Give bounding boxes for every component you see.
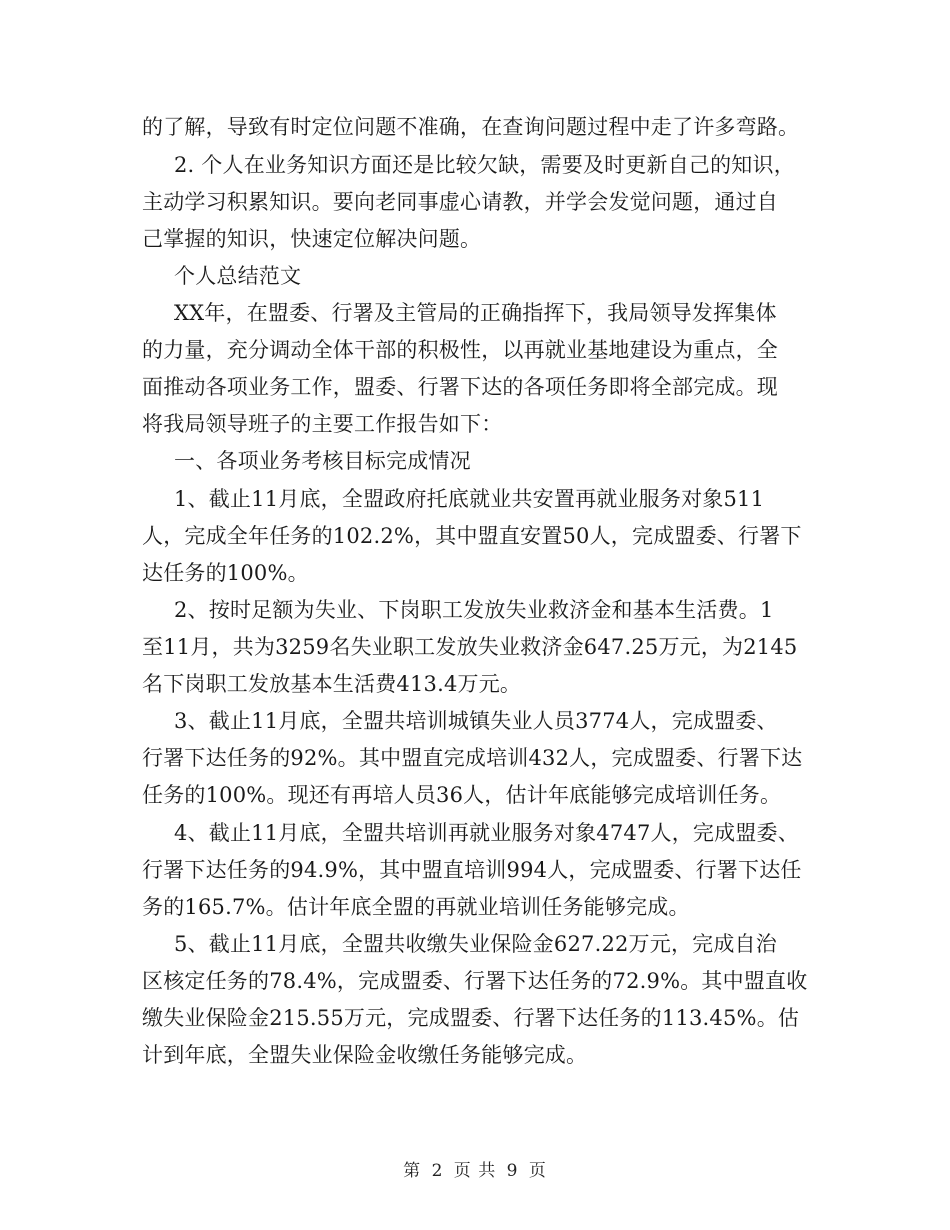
section-heading: 一、各项业务考核目标完成情况 [174, 449, 471, 473]
body-text-line: 务的165.7%。估计年底全盟的再就业培训任务能够完成。 [142, 895, 690, 919]
section-heading: 个人总结范文 [174, 264, 302, 288]
page-label-mid: 页 共 [453, 1161, 497, 1181]
body-text-line: 的了解，导致有时定位问题不准确，在查询问题过程中走了许多弯路。 [142, 115, 800, 139]
total-pages-number: 9 [506, 1161, 519, 1181]
body-text-line: 缴失业保险金215.55万元，完成盟委、行署下达任务的113.45%。估 [142, 1006, 800, 1030]
body-text-line: 区核定任务的78.4%，完成盟委、行署下达任务的72.9%。其中盟直收 [142, 969, 808, 993]
body-text-line: 3、截止11月底，全盟共培训城镇失业人员3774人，完成盟委、 [174, 709, 778, 733]
body-text-line: 至11月，共为3259名失业职工发放失业救济金647.25万元，为2145 [142, 635, 798, 659]
page-label-prefix: 第 [403, 1161, 422, 1181]
page-label-suffix: 页 [528, 1161, 547, 1181]
page-footer [0, 1156, 950, 1181]
body-text-line: 的力量，充分调动全体干部的积极性，以再就业基地建设为重点，全 [142, 338, 778, 362]
body-text-line: 将我局领导班子的主要工作报告如下： [142, 412, 503, 436]
body-text-line: 2. 个人在业务知识方面还是比较欠缺，需要及时更新自己的知识， [174, 153, 795, 177]
body-text-line: 行署下达任务的94.9%，其中盟直培训994人，完成盟委、行署下达任 [142, 858, 802, 882]
body-text-line: 5、截止11月底，全盟共收缴失业保险金627.22万元，完成自治 [174, 932, 777, 956]
body-text-line: 1、截止11月底，全盟政府托底就业共安置再就业服务对象511 [174, 487, 765, 511]
body-text-line: 计到年底，全盟失业保险金收缴任务能够完成。 [142, 1043, 588, 1067]
body-text-line: XX年，在盟委、行署及主管局的正确指挥下，我局领导发挥集体 [174, 301, 777, 325]
body-text-line: 2、按时足额为失业、下岗职工发放失业救济金和基本生活费。1 [174, 598, 774, 622]
body-text-line: 名下岗职工发放基本生活费413.4万元。 [142, 672, 522, 696]
body-text-line: 行署下达任务的92%。其中盟直完成培训432人，完成盟委、行署下达 [142, 746, 803, 770]
body-text-line: 达任务的100%。 [142, 561, 309, 585]
body-text-line: 人，完成全年任务的102.2%，其中盟直安置50人，完成盟委、行署下 [142, 524, 802, 548]
body-text-line: 己掌握的知识，快速定位解决问题。 [142, 227, 482, 251]
body-text-line: 4、截止11月底，全盟共培训再就业服务对象4747人，完成盟委、 [174, 821, 799, 845]
body-text-line: 主动学习积累知识。要向老同事虚心请教，并学会发觉问题，通过自 [142, 190, 778, 214]
body-text-line: 面推动各项业务工作，盟委、行署下达的各项任务即将全部完成。现 [142, 375, 778, 399]
body-text-line: 任务的100%。现还有再培人员36人，估计年底能够完成培训任务。 [142, 783, 782, 807]
current-page-number: 2 [431, 1161, 444, 1181]
